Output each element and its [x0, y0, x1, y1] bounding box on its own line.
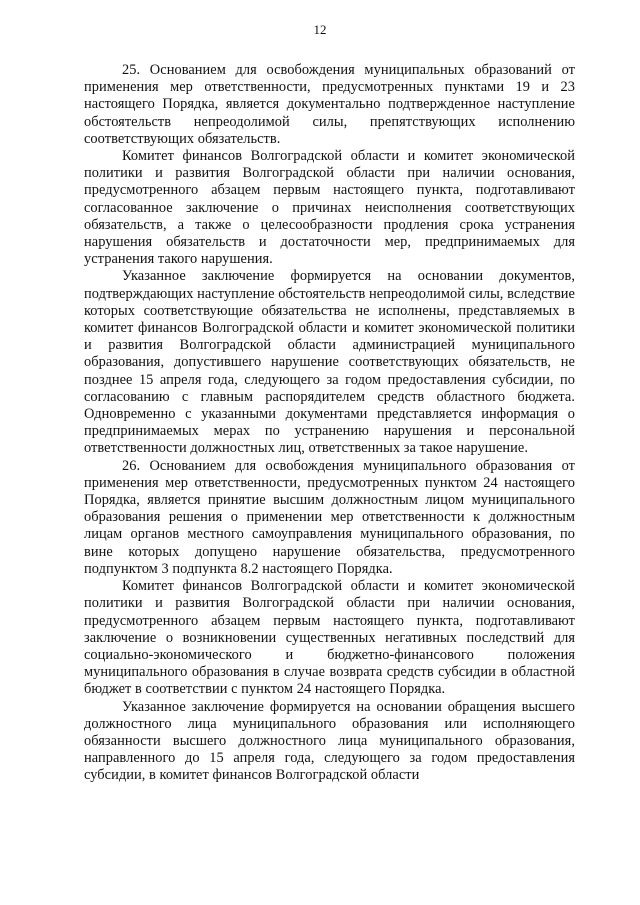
paragraph-25-committee-conclusion: Комитет финансов Волгоградской области и комитет экономической политики и развития Волгоградской области при наличии основания, предусмотренного абзацем первым настоящего пункта, подготавливают согласованное заключение о причинах неисполнения соответствующих обязательств, а также о целесообразности продления срока устранения нарушения обязательств и достаточности мер, предпринимаемых для устранения такого нарушения.: [84, 148, 575, 268]
paragraph-26-committee-conclusion: Комитет финансов Волгоградской области и комитет экономической политики и развития Волгоградской области при наличии основания, предусмотренного абзацем первым настоящего пункта, подготавливают заключение о возникновении существенных негативных последствий для социально-экономического и бюджетно-финансового положения муниципального образования в случае возврата средств субсидии в областной бюджет в соответствии с пунктом 24 настоящего Порядка.: [84, 578, 575, 698]
page-number: 12: [313, 22, 327, 37]
paragraph-26: 26. Основанием для освобождения муниципального образования от применения мер ответственности, предусмотренных пунктом 24 настоящего Порядка, является принятие высшим должностным лицом муниципального образования решения о применении мер ответственности к должностным лицам органов местного самоуправления муниципального образования, по вине которых допущено нарушение обязательства, предусмотренного подпунктом 3 подпункта 8.2 настоящего Порядка.: [84, 457, 575, 577]
paragraph-25: 25. Основанием для освобождения муниципальных образований от применения мер ответственности, предусмотренных пунктами 19 и 23 настоящего Порядка, является документально подтвержденное наступление обстоятельств непреодолимой силы, препятствующих исполнению соответствующих обязательств.: [84, 62, 575, 147]
paragraph-25-conclusion-basis: Указанное заключение формируется на основании документов, подтверждающих наступление обстоятельств непреодолимой силы, вследствие которых соответствующие обязательства не исполнены, представляемых в комитет финансов Волгоградской области и комитет экономической политики и развития Волгоградской области администрацией муниципального образования, допустившего нарушение соответствующих обязательств, не позднее 15 апреля года, следующего за годом предоставления субсидии, по согласованию с главным распорядителем средств областного бюджета. Одновременно с указанными документами представляется информация о предпринимаемых мерах по устранению нарушения и персональной ответственности должностных лиц, ответственных за такое нарушение.: [84, 268, 575, 457]
paragraph-26-conclusion-basis: Указанное заключение формируется на основании обращения высшего должностного лица муниципального образования или исполняющего обязанности высшего должностного лица муниципального образования, направленного до 15 апреля года, следующего за годом предоставления субсидии, в комитет финансов Волгоградской области: [84, 698, 575, 784]
document-body: [84, 62, 575, 785]
